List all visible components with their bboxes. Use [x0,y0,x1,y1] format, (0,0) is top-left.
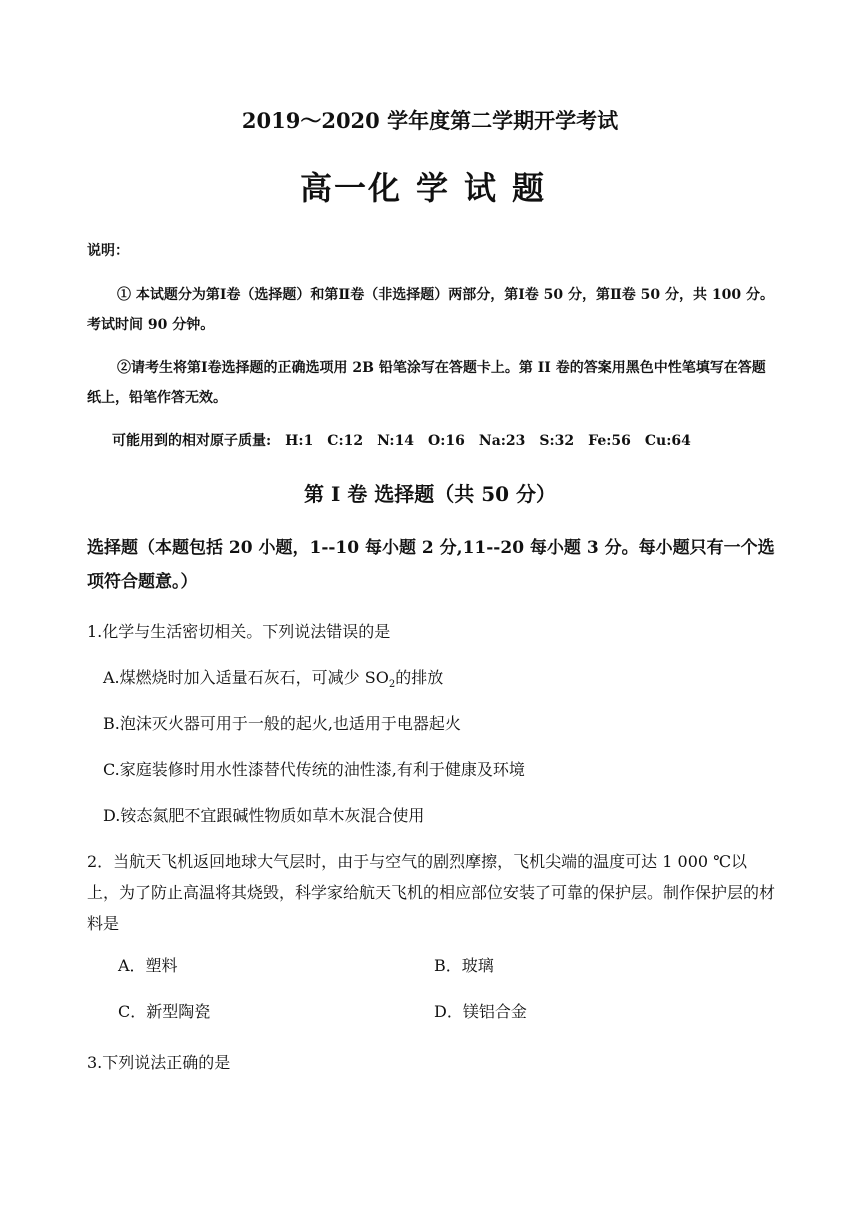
subject-title-part: 题 [512,169,547,207]
section-title: 第 I 卷 选择题（共 50 分） [303,482,556,506]
question-1-option-d: D.铵态氮肥不宜跟碱性物质如草木灰混合使用 [103,806,425,825]
question-3-stem: 3.下列说法正确的是 [87,1053,231,1072]
subject-title [0,163,860,209]
instruction-item-1: ① 本试题分为第Ⅰ卷（选择题）和第Ⅱ卷（非选择题）两部分，第Ⅰ卷 50 分，第Ⅱ卷 50 分，共 100 分。考试时间 90 分钟。 [87,287,774,333]
instruction-item-2: ②请考生将第Ⅰ卷选择题的正确选项用 2B 铅笔涂写在答题卡上。第 II 卷的答案用黑色中性笔填写在答题纸上，铅笔作答无效。 [87,360,766,406]
atomic-masses: 可能用到的相对原子质量: H:1 C:12 N:14 O:16 Na:23 S:32 Fe:56 Cu:64 [112,433,691,449]
question-1-stem: 1.化学与生活密切相关。下列说法错误的是 [87,622,391,641]
question-2-stem: 2．当航天飞机返回地球大气层时，由于与空气的剧烈摩擦，飞机尖端的温度可达 1 000 ℃以上，为了防止高温将其烧毁，科学家给航天飞机的相应部位安装了可靠的保护层。制作保护层的材料是 [87,852,776,933]
question-2-option-d: D．镁铝合金 [434,1002,527,1021]
question-1-option-a [103,665,443,690]
subject-title-part: 高一化 [299,169,402,207]
option-text: 的排放 [395,668,444,687]
option-text: A.煤燃烧时加入适量石灰石，可减少 SO [103,668,389,687]
instructions-label: 说明： [87,243,129,259]
question-1-option-c: C.家庭装修时用水性漆替代传统的油性漆,有利于健康及环境 [103,760,525,779]
subject-title-part: 学 [415,169,450,207]
subscript: 2 [388,679,396,691]
section-description: 选择题（本题包括 20 小题，1--10 每小题 2 分,11--20 每小题 3 分。每小题只有一个选项符合题意。） [87,538,775,592]
question-1-option-b: B.泡沫灭火器可用于一般的起火,也适用于电器起火 [103,714,461,733]
exam-title: 2019～2020 学年度第二学期开学考试 [241,108,619,133]
question-2-option-a: A．塑料 [118,956,178,975]
question-2-option-c: C．新型陶瓷 [118,1002,211,1021]
subject-title-part: 试 [464,169,499,207]
question-2-option-b: B．玻璃 [434,956,494,975]
